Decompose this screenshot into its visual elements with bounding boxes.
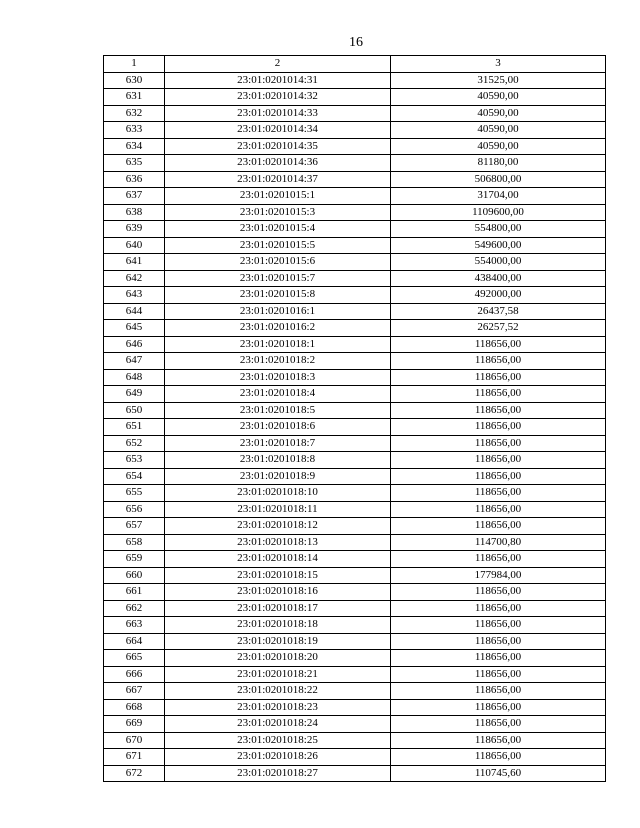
- value-cell: 554000,00: [391, 254, 606, 271]
- cadastral-number-cell: 23:01:0201015:5: [165, 237, 391, 254]
- table-header-row: [104, 56, 606, 73]
- cadastral-number-cell: 23:01:0201018:16: [165, 584, 391, 601]
- row-index-cell: 640: [104, 237, 165, 254]
- table-row: [104, 320, 606, 337]
- value-cell: 438400,00: [391, 270, 606, 287]
- value-cell: 118656,00: [391, 353, 606, 370]
- cadastral-number-cell: 23:01:0201015:1: [165, 188, 391, 205]
- cadastral-number-cell: 23:01:0201018:6: [165, 419, 391, 436]
- cadastral-number-cell: 23:01:0201018:24: [165, 716, 391, 733]
- row-index-cell: 658: [104, 534, 165, 551]
- cadastral-number-cell: 23:01:0201014:33: [165, 105, 391, 122]
- cadastral-number-cell: 23:01:0201018:18: [165, 617, 391, 634]
- table-row: [104, 468, 606, 485]
- page-number: 16: [349, 35, 363, 50]
- table-row: [104, 617, 606, 634]
- value-cell: 118656,00: [391, 501, 606, 518]
- cadastral-number-cell: 23:01:0201018:20: [165, 650, 391, 667]
- row-index-cell: 649: [104, 386, 165, 403]
- row-index-cell: 661: [104, 584, 165, 601]
- table-row: [104, 204, 606, 221]
- table-row: [104, 303, 606, 320]
- row-index-cell: 655: [104, 485, 165, 502]
- row-index-cell: 637: [104, 188, 165, 205]
- row-index-cell: 633: [104, 122, 165, 139]
- value-cell: 40590,00: [391, 105, 606, 122]
- column-number-1: 1: [104, 56, 165, 73]
- row-index-cell: 644: [104, 303, 165, 320]
- table-row: [104, 402, 606, 419]
- value-cell: 118656,00: [391, 551, 606, 568]
- value-cell: 26437,58: [391, 303, 606, 320]
- table-row: [104, 452, 606, 469]
- row-index-cell: 664: [104, 633, 165, 650]
- table-row: [104, 419, 606, 436]
- table-row: [104, 155, 606, 172]
- row-index-cell: 631: [104, 89, 165, 106]
- table-row: [104, 138, 606, 155]
- row-index-cell: 653: [104, 452, 165, 469]
- table-row: [104, 749, 606, 766]
- row-index-cell: 643: [104, 287, 165, 304]
- value-cell: 118656,00: [391, 435, 606, 452]
- table-row: [104, 501, 606, 518]
- cadastral-number-cell: 23:01:0201018:8: [165, 452, 391, 469]
- value-cell: 118656,00: [391, 650, 606, 667]
- cadastral-number-cell: 23:01:0201018:17: [165, 600, 391, 617]
- row-index-cell: 665: [104, 650, 165, 667]
- table-row: [104, 699, 606, 716]
- row-index-cell: 652: [104, 435, 165, 452]
- value-cell: 118656,00: [391, 336, 606, 353]
- value-cell: 177984,00: [391, 567, 606, 584]
- row-index-cell: 642: [104, 270, 165, 287]
- value-cell: 118656,00: [391, 402, 606, 419]
- cadastral-number-cell: 23:01:0201018:2: [165, 353, 391, 370]
- cadastral-number-cell: 23:01:0201016:2: [165, 320, 391, 337]
- cadastral-number-cell: 23:01:0201015:6: [165, 254, 391, 271]
- table-row: [104, 72, 606, 89]
- cadastral-number-cell: 23:01:0201018:25: [165, 732, 391, 749]
- row-index-cell: 634: [104, 138, 165, 155]
- table-row: [104, 105, 606, 122]
- row-index-cell: 639: [104, 221, 165, 238]
- cadastral-number-cell: 23:01:0201014:37: [165, 171, 391, 188]
- value-cell: 118656,00: [391, 617, 606, 634]
- cadastral-number-cell: 23:01:0201014:36: [165, 155, 391, 172]
- cadastral-number-cell: 23:01:0201018:13: [165, 534, 391, 551]
- value-cell: 26257,52: [391, 320, 606, 337]
- column-number-2: 2: [165, 56, 391, 73]
- table-row: [104, 716, 606, 733]
- register-table: [103, 55, 606, 782]
- value-cell: 118656,00: [391, 518, 606, 535]
- row-index-cell: 669: [104, 716, 165, 733]
- table-row: [104, 254, 606, 271]
- cadastral-number-cell: 23:01:0201018:4: [165, 386, 391, 403]
- table-row: [104, 584, 606, 601]
- row-index-cell: 630: [104, 72, 165, 89]
- table-row: [104, 485, 606, 502]
- cadastral-number-cell: 23:01:0201015:7: [165, 270, 391, 287]
- cadastral-number-cell: 23:01:0201015:8: [165, 287, 391, 304]
- cadastral-number-cell: 23:01:0201018:11: [165, 501, 391, 518]
- row-index-cell: 671: [104, 749, 165, 766]
- row-index-cell: 654: [104, 468, 165, 485]
- table-row: [104, 666, 606, 683]
- cadastral-number-cell: 23:01:0201018:10: [165, 485, 391, 502]
- cadastral-number-cell: 23:01:0201015:3: [165, 204, 391, 221]
- cadastral-number-cell: 23:01:0201018:5: [165, 402, 391, 419]
- value-cell: 110745,60: [391, 765, 606, 782]
- value-cell: 118656,00: [391, 633, 606, 650]
- value-cell: 118656,00: [391, 600, 606, 617]
- table-row: [104, 287, 606, 304]
- table-row: [104, 89, 606, 106]
- row-index-cell: 636: [104, 171, 165, 188]
- row-index-cell: 632: [104, 105, 165, 122]
- row-index-cell: 659: [104, 551, 165, 568]
- row-index-cell: 670: [104, 732, 165, 749]
- value-cell: 118656,00: [391, 419, 606, 436]
- row-index-cell: 651: [104, 419, 165, 436]
- row-index-cell: 657: [104, 518, 165, 535]
- cadastral-number-cell: 23:01:0201018:1: [165, 336, 391, 353]
- cadastral-number-cell: 23:01:0201014:35: [165, 138, 391, 155]
- cadastral-number-cell: 23:01:0201015:4: [165, 221, 391, 238]
- cadastral-number-cell: 23:01:0201018:14: [165, 551, 391, 568]
- table-row: [104, 237, 606, 254]
- row-index-cell: 668: [104, 699, 165, 716]
- value-cell: 118656,00: [391, 683, 606, 700]
- column-number-3: 3: [391, 56, 606, 73]
- table-row: [104, 221, 606, 238]
- table-row: [104, 683, 606, 700]
- value-cell: 31525,00: [391, 72, 606, 89]
- value-cell: 40590,00: [391, 138, 606, 155]
- table-row: [104, 435, 606, 452]
- value-cell: 492000,00: [391, 287, 606, 304]
- row-index-cell: 667: [104, 683, 165, 700]
- row-index-cell: 672: [104, 765, 165, 782]
- cadastral-number-cell: 23:01:0201018:22: [165, 683, 391, 700]
- value-cell: 118656,00: [391, 468, 606, 485]
- row-index-cell: 635: [104, 155, 165, 172]
- row-index-cell: 656: [104, 501, 165, 518]
- cadastral-number-cell: 23:01:0201016:1: [165, 303, 391, 320]
- cadastral-number-cell: 23:01:0201018:27: [165, 765, 391, 782]
- cadastral-number-cell: 23:01:0201018:26: [165, 749, 391, 766]
- table-row: [104, 600, 606, 617]
- value-cell: 114700,80: [391, 534, 606, 551]
- cadastral-number-cell: 23:01:0201014:32: [165, 89, 391, 106]
- table-row: [104, 336, 606, 353]
- table-row: [104, 386, 606, 403]
- value-cell: 118656,00: [391, 369, 606, 386]
- table-row: [104, 534, 606, 551]
- table-row: [104, 270, 606, 287]
- row-index-cell: 662: [104, 600, 165, 617]
- value-cell: 554800,00: [391, 221, 606, 238]
- value-cell: 118656,00: [391, 386, 606, 403]
- row-index-cell: 638: [104, 204, 165, 221]
- value-cell: 549600,00: [391, 237, 606, 254]
- table-row: [104, 171, 606, 188]
- cadastral-number-cell: 23:01:0201014:31: [165, 72, 391, 89]
- row-index-cell: 646: [104, 336, 165, 353]
- value-cell: 118656,00: [391, 452, 606, 469]
- row-index-cell: 663: [104, 617, 165, 634]
- cadastral-number-cell: 23:01:0201018:21: [165, 666, 391, 683]
- value-cell: 31704,00: [391, 188, 606, 205]
- table-row: [104, 567, 606, 584]
- row-index-cell: 666: [104, 666, 165, 683]
- cadastral-number-cell: 23:01:0201018:15: [165, 567, 391, 584]
- table-row: [104, 188, 606, 205]
- cadastral-number-cell: 23:01:0201018:19: [165, 633, 391, 650]
- value-cell: 40590,00: [391, 122, 606, 139]
- cadastral-number-cell: 23:01:0201014:34: [165, 122, 391, 139]
- row-index-cell: 650: [104, 402, 165, 419]
- cadastral-number-cell: 23:01:0201018:12: [165, 518, 391, 535]
- table-row: [104, 551, 606, 568]
- cadastral-number-cell: 23:01:0201018:9: [165, 468, 391, 485]
- table-row: [104, 369, 606, 386]
- row-index-cell: 648: [104, 369, 165, 386]
- cadastral-number-cell: 23:01:0201018:7: [165, 435, 391, 452]
- value-cell: 118656,00: [391, 732, 606, 749]
- value-cell: 118656,00: [391, 699, 606, 716]
- value-cell: 81180,00: [391, 155, 606, 172]
- value-cell: 118656,00: [391, 666, 606, 683]
- table-row: [104, 765, 606, 782]
- table-row: [104, 650, 606, 667]
- value-cell: 506800,00: [391, 171, 606, 188]
- table-row: [104, 122, 606, 139]
- row-index-cell: 645: [104, 320, 165, 337]
- row-index-cell: 641: [104, 254, 165, 271]
- value-cell: 118656,00: [391, 749, 606, 766]
- table-row: [104, 518, 606, 535]
- value-cell: 40590,00: [391, 89, 606, 106]
- value-cell: 118656,00: [391, 485, 606, 502]
- value-cell: 118656,00: [391, 584, 606, 601]
- row-index-cell: 647: [104, 353, 165, 370]
- table-row: [104, 633, 606, 650]
- cadastral-number-cell: 23:01:0201018:23: [165, 699, 391, 716]
- table-body: [104, 72, 606, 782]
- row-index-cell: 660: [104, 567, 165, 584]
- cadastral-number-cell: 23:01:0201018:3: [165, 369, 391, 386]
- table-row: [104, 353, 606, 370]
- table-row: [104, 732, 606, 749]
- value-cell: 1109600,00: [391, 204, 606, 221]
- value-cell: 118656,00: [391, 716, 606, 733]
